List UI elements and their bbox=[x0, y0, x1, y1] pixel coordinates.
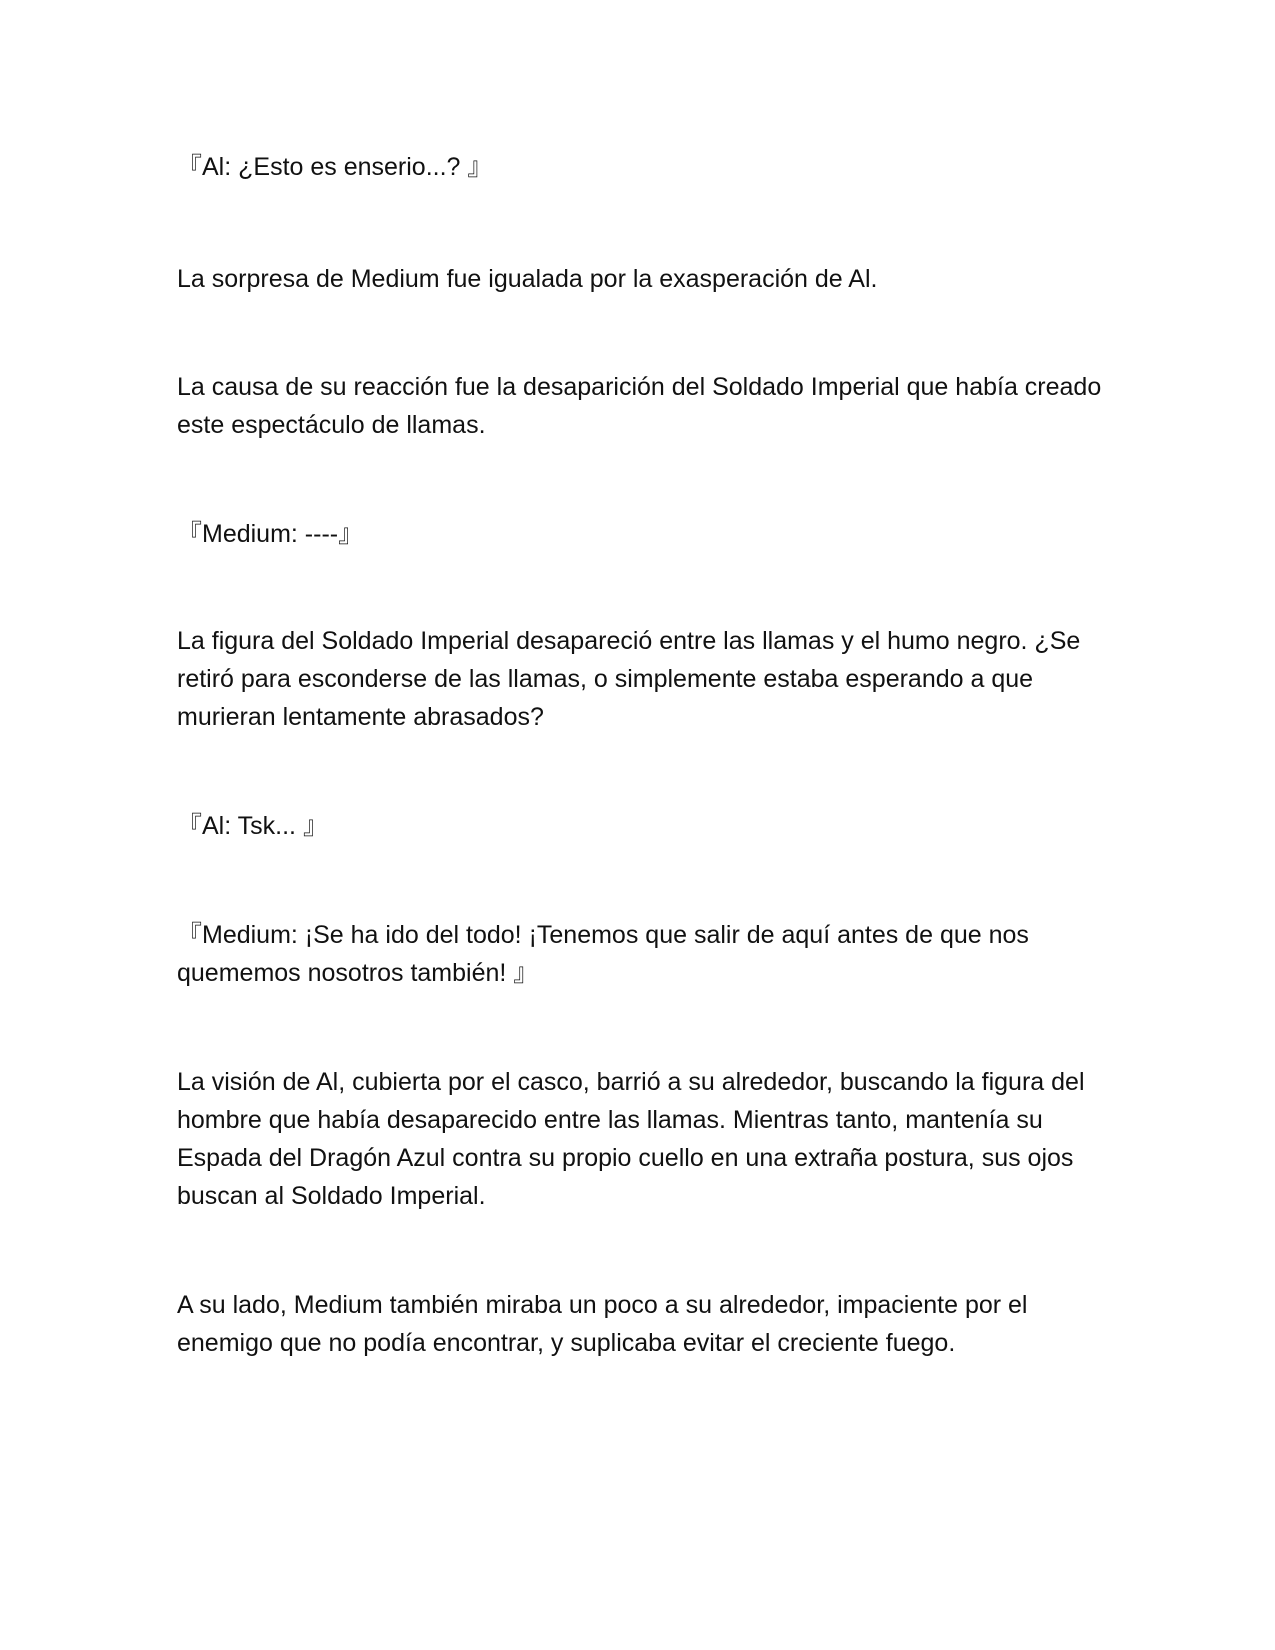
dialogue-al-2: 『Al: Tsk... 』 bbox=[177, 812, 328, 840]
paragraph-1: La sorpresa de Medium fue igualada por la exasperación de Al. bbox=[177, 265, 878, 293]
paragraph-5: A su lado, Medium también miraba un poco a su alrededor, impaciente por el enemigo que no podía encontrar, y suplicaba evitar el creciente fuego. bbox=[177, 1291, 1035, 1357]
paragraph-2: La causa de su reacción fue la desaparición del Soldado Imperial que había creado este espectáculo de llamas. bbox=[177, 373, 1109, 439]
dialogue-medium-2: 『Medium: ¡Se ha ido del todo! ¡Tenemos que salir de aquí antes de que nos quememos nosotros también! 』 bbox=[177, 921, 1036, 987]
dialogue-medium-1: 『Medium: ----』 bbox=[177, 520, 364, 548]
paragraph-4: La visión de Al, cubierta por el casco, barrió a su alrededor, buscando la figura del hombre que había desaparecido entre las llamas. Mientras tanto, mantenía su Espada del Dragón Azul contra su propio cuello en una extraña postura, sus ojos buscan al Soldado Imperial. bbox=[177, 1068, 1092, 1210]
dialogue-al-1: 『Al: ¿Esto es enserio...? 』 bbox=[177, 153, 493, 181]
paragraph-3: La figura del Soldado Imperial desapareció entre las llamas y el humo negro. ¿Se retiró para esconderse de las llamas, o simplemente estaba esperando a que murieran lentamente abrasados? bbox=[177, 627, 1088, 731]
